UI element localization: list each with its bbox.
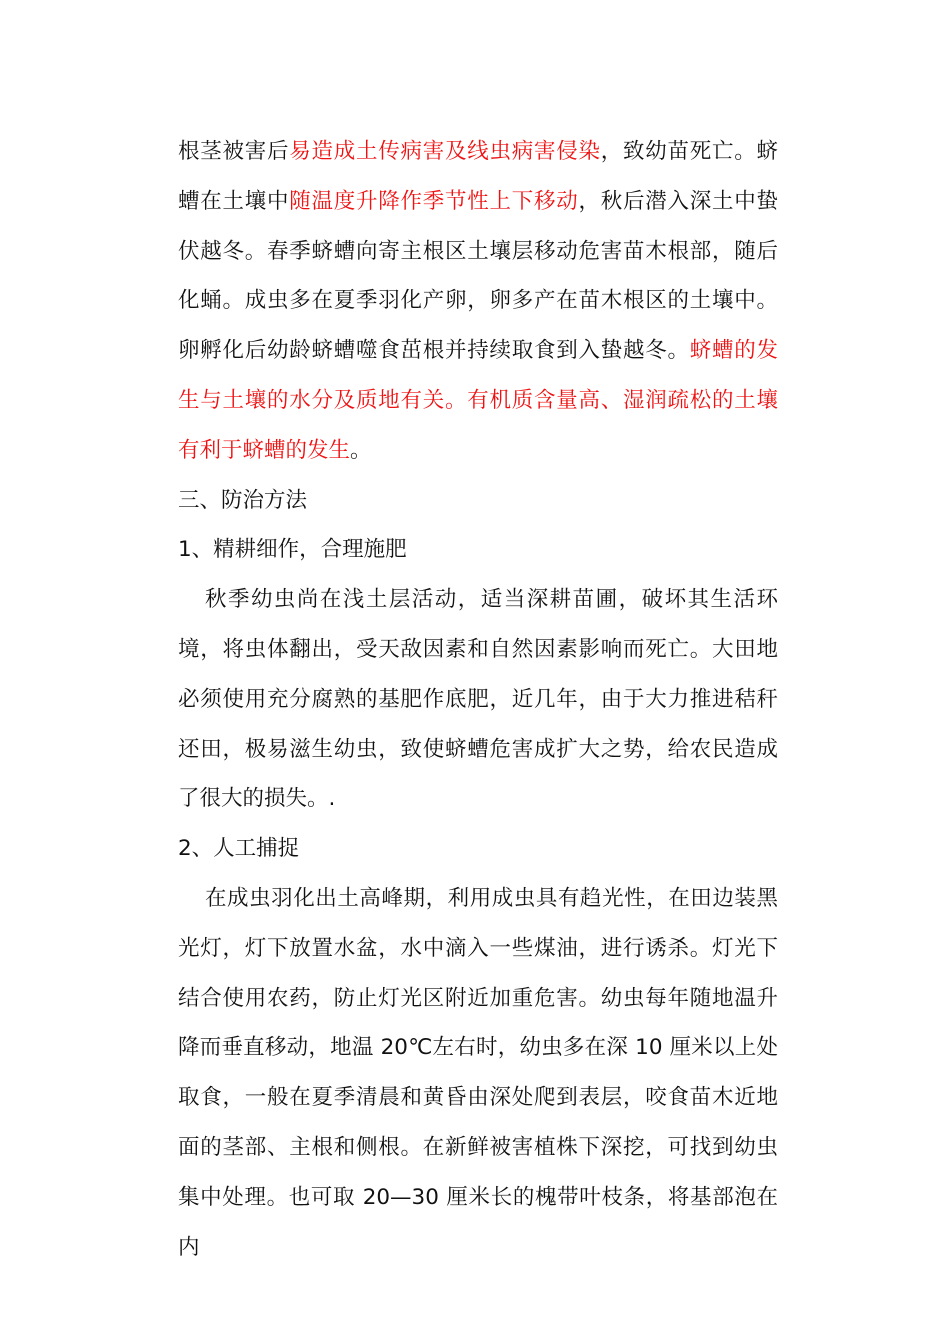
method1-body: 秋季幼虫尚在浅土层活动，适当深耕苗圃，破坏其生活环境，将虫体翻出，受天敌因素和自然因素影响而死亡。大田地必须使用充分腐熟的基肥作底肥，近几年，由于大力推进秸秆还田，极易滋生幼虫，致使蛴螬危害成扩大之势，给农民造成了很大的损失。. bbox=[178, 587, 778, 812]
highlighted-text: 随温度升降作季节性上下移动 bbox=[289, 188, 579, 214]
highlighted-text: 蛴螬的发生与土壤的水分及质地有关。有机质含量高、湿润疏松的土壤有利于蛴螬的发生 bbox=[178, 338, 778, 463]
text-span: ，秋后潜入深土中蛰伏越冬。春季蛴螬向寄主根区土壤层移动危害苗木根部，随后化蛹。成虫多在夏季羽化产卵，卵多产在苗木根区的土壤中。卵孵化后幼龄蛴螬噬食茁根并持续取食到入蛰越冬。 bbox=[178, 188, 778, 364]
document-body bbox=[178, 127, 778, 1272]
text-span: 根茎被害后 bbox=[178, 139, 290, 164]
method1-title: 1、精耕细作，合理施肥 bbox=[178, 537, 407, 563]
text-span: 。 bbox=[350, 437, 372, 463]
highlighted-text: 易造成土传病害及线虫病害侵染 bbox=[289, 139, 601, 164]
method2-body: 在成虫羽化出土高峰期，利用成虫具有趋光性，在田边装黑光灯，灯下放置水盆，水中滴入一些煤油，进行诱杀。灯光下结合使用农药，防止灯光区附近加重危害。幼虫每年随地温升降而垂直移动，地温 20℃左右时，幼虫多在深 10 厘米以上处取食，一般在夏季清晨和黄昏由深处爬到表层，咬食苗木近地面的茎部、主根和侧根。在新鲜被害植株下深挖，可找到幼虫集中处理。也可取 20—30 厘米长的槐带叶枝条，将基部泡在内 bbox=[178, 885, 778, 1260]
method2-title: 2、人工捕捉 bbox=[178, 836, 300, 862]
text-span: ，致幼苗死亡。蛴螬在土壤中 bbox=[178, 139, 778, 214]
section-heading: 三、防治方法 bbox=[178, 487, 308, 513]
paragraph-life-cycle bbox=[178, 127, 778, 476]
